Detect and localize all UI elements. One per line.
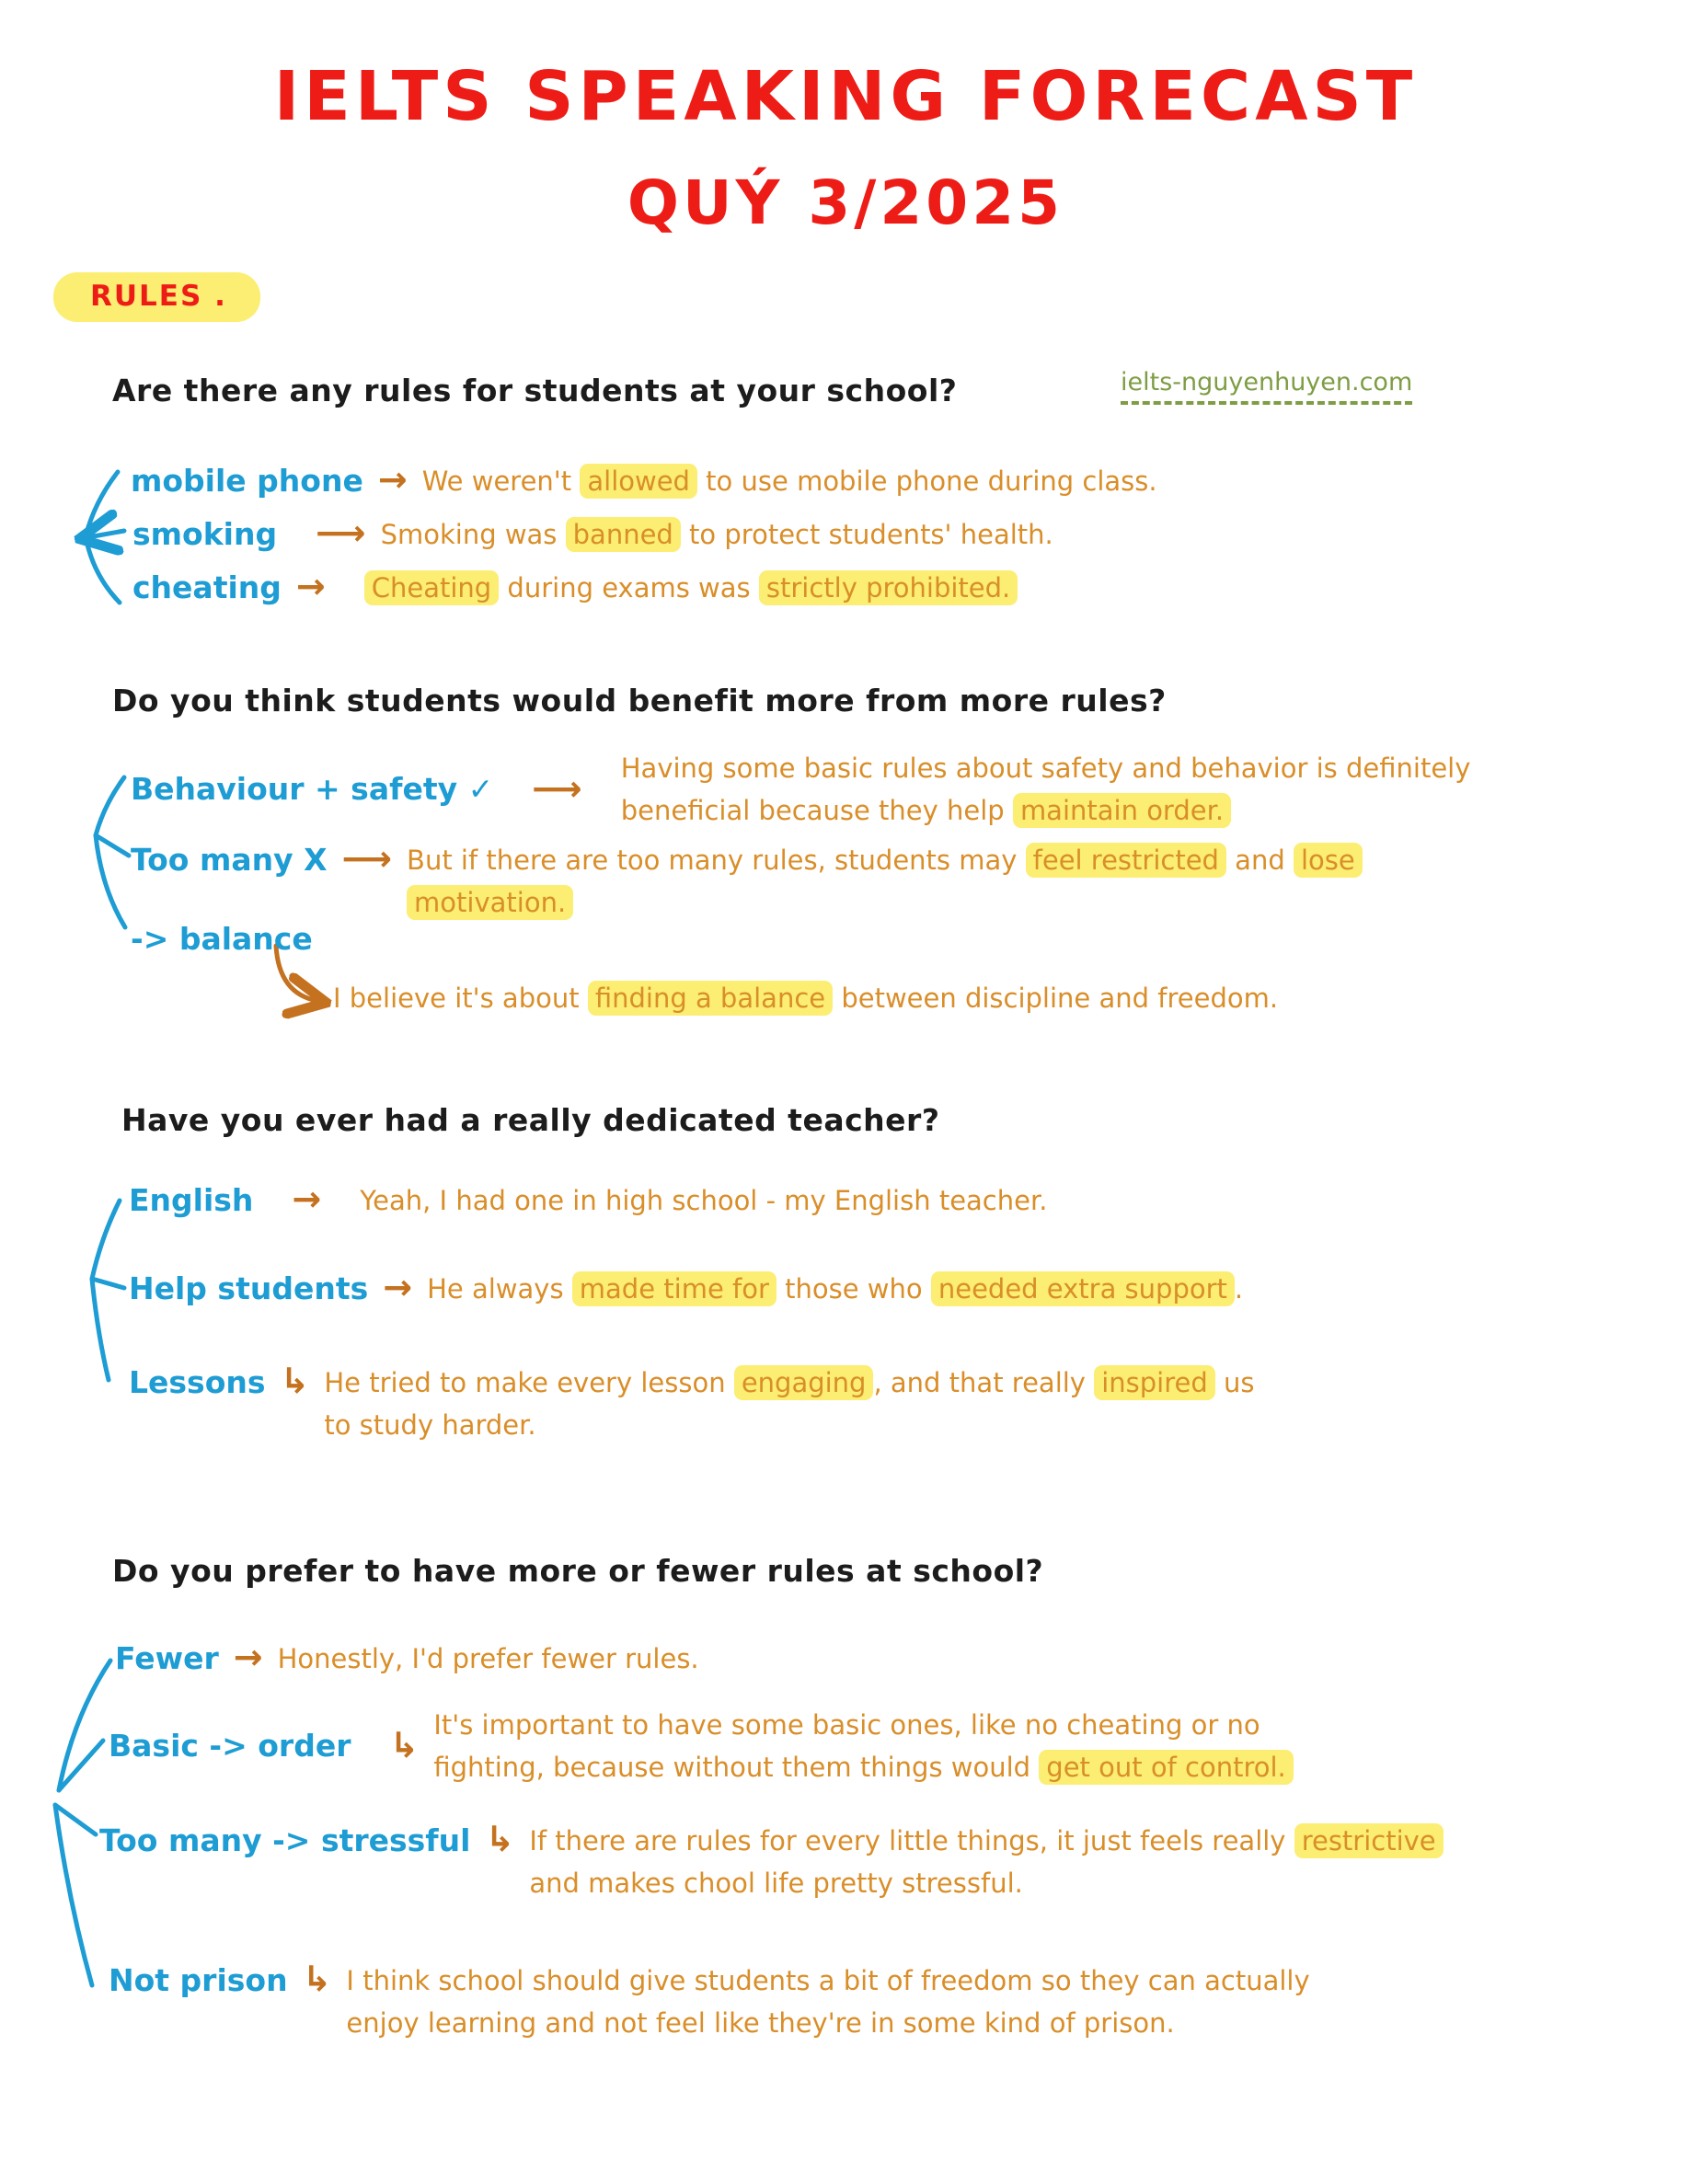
question-3: Have you ever had a really dedicated teacher?	[121, 1102, 940, 1138]
highlighted-phrase: restrictive	[1294, 1823, 1444, 1858]
answer-text	[529, 1820, 1443, 1904]
highlighted-phrase: lose	[1294, 843, 1363, 878]
answer-text	[324, 1362, 1254, 1446]
right-arrow-icon: →	[383, 1267, 413, 1307]
answer-segment: between discipline and freedom.	[833, 983, 1279, 1014]
branch-label: Too many X	[131, 842, 328, 878]
answer-segment: those who	[776, 1273, 931, 1305]
right-arrow-icon: →	[295, 566, 326, 606]
branch-label: English	[129, 1182, 254, 1218]
topic-label: RULES .	[53, 272, 260, 322]
answer-text	[407, 839, 1363, 924]
highlighted-phrase: maintain order.	[1013, 793, 1231, 828]
answer-text	[427, 1268, 1243, 1310]
answer-text	[333, 977, 1278, 1019]
answer-segment: We weren't	[421, 466, 581, 497]
branch-row	[129, 1268, 1243, 1310]
question-4: Do you prefer to have more or fewer rules at school?	[112, 1553, 1044, 1589]
branch-row	[129, 1179, 1047, 1222]
curve-down-arrow-icon: ↳	[389, 1725, 420, 1765]
long-right-arrow-icon: ⟶	[532, 768, 582, 809]
long-right-arrow-icon: ⟶	[316, 512, 366, 553]
branch-label: -> balance	[131, 921, 313, 957]
answer-segment: I think school should give students a bit of freedom so they can actually	[346, 1965, 1310, 1996]
branch-row	[333, 977, 1278, 1019]
question-2: Do you think students would benefit more from more rules?	[112, 683, 1167, 718]
branch-line	[96, 777, 124, 835]
branch-line	[92, 1279, 124, 1288]
branch-line	[86, 536, 120, 603]
highlighted-phrase: finding a balance	[588, 981, 833, 1016]
branch-label: Fewer	[115, 1640, 219, 1676]
branch-line	[59, 1741, 103, 1790]
right-arrow-icon: →	[377, 459, 408, 500]
branch-label: Not prison	[109, 1962, 288, 1998]
highlighted-phrase: banned	[566, 517, 681, 552]
answer-text	[621, 747, 1471, 832]
right-arrow-icon: →	[292, 1178, 322, 1219]
highlighted-phrase: engaging	[734, 1365, 874, 1400]
site-watermark: ielts-nguyenhuyen.com	[1121, 368, 1412, 405]
branch-row	[131, 460, 1157, 502]
highlighted-phrase: made time for	[572, 1271, 776, 1306]
branch-line	[55, 1805, 92, 1985]
branch-label: Too many -> stressful	[99, 1822, 471, 1858]
answer-segment: It's important to have some basic ones, like no cheating or no	[433, 1709, 1260, 1741]
answer-text	[278, 1638, 699, 1680]
branch-row	[131, 747, 1470, 832]
branch-row	[109, 1704, 1294, 1788]
branch-line	[92, 1201, 120, 1279]
branch-line	[92, 1279, 109, 1380]
answer-segment: I believe it's about	[333, 983, 588, 1014]
branch-label: smoking	[132, 516, 278, 552]
answer-text	[422, 460, 1157, 502]
highlighted-phrase: motivation.	[407, 885, 573, 920]
highlighted-phrase: allowed	[580, 464, 697, 499]
branch-label: mobile phone	[131, 463, 363, 499]
branch-line	[55, 1805, 96, 1834]
answer-segment: He tried to make every lesson	[324, 1367, 734, 1398]
highlighted-phrase: get out of control.	[1039, 1750, 1293, 1785]
question-1: Are there any rules for students at your school?	[112, 373, 958, 408]
answer-segment: fighting, because without them things would	[433, 1752, 1040, 1783]
answer-segment: If there are rules for every little things, it just feels really	[529, 1825, 1294, 1856]
answer-segment: us	[1214, 1367, 1255, 1398]
branch-row	[99, 1820, 1444, 1904]
answer-segment: .	[1234, 1273, 1244, 1305]
long-right-arrow-icon: ⟶	[341, 838, 393, 879]
highlighted-phrase: needed extra support	[931, 1271, 1235, 1306]
answer-segment: Honestly, I'd prefer fewer rules.	[277, 1643, 699, 1674]
answer-text	[346, 1960, 1309, 2044]
page-title: IELTS SPEAKING FORECAST	[273, 57, 1418, 136]
answer-segment: beneficial because they help	[620, 795, 1013, 826]
branch-label: Help students	[129, 1270, 369, 1306]
curve-down-arrow-icon: ↳	[280, 1361, 310, 1401]
answer-text	[364, 567, 1018, 609]
branch-row	[132, 567, 1018, 609]
branch-row	[131, 839, 1363, 924]
answer-segment: , and that really	[873, 1367, 1095, 1398]
branch-row	[109, 1960, 1310, 2044]
answer-segment: But if there are too many rules, students may	[407, 845, 1026, 876]
answer-segment: during exams was	[499, 572, 759, 603]
branch-label: Lessons	[129, 1364, 266, 1400]
branch-row	[129, 1362, 1254, 1446]
answer-segment: Yeah, I had one in high school - my English teacher.	[360, 1185, 1048, 1216]
branch-row	[132, 513, 1053, 556]
answer-segment: to study harder.	[324, 1409, 536, 1441]
branch-line	[96, 835, 129, 856]
answer-text	[433, 1704, 1293, 1788]
answer-segment: enjoy learning and not feel like they're in some kind of prison.	[346, 2007, 1175, 2039]
answer-segment: to protect students' health.	[680, 519, 1053, 550]
branch-row	[115, 1638, 699, 1680]
answer-segment: to use mobile phone during class.	[696, 466, 1157, 497]
highlighted-phrase: inspired	[1094, 1365, 1215, 1400]
answer-segment: He always	[427, 1273, 572, 1305]
highlighted-phrase: feel restricted	[1026, 843, 1226, 878]
branch-line	[86, 472, 118, 536]
answer-segment: Having some basic rules about safety and behavior is definitely	[620, 753, 1471, 784]
answer-text	[381, 513, 1053, 556]
right-arrow-icon: →	[233, 1637, 263, 1677]
answer-segment: and	[1225, 845, 1294, 876]
answer-segment: and makes chool life pretty stressful.	[529, 1868, 1023, 1899]
curve-down-arrow-icon: ↳	[485, 1819, 515, 1859]
branch-label: cheating	[132, 569, 282, 605]
branch-label: Basic -> order	[109, 1728, 351, 1764]
branch-line	[96, 835, 125, 927]
highlighted-phrase: strictly prohibited.	[759, 570, 1018, 605]
answer-segment: Smoking was	[380, 519, 566, 550]
curve-down-arrow-icon: ↳	[302, 1959, 332, 1999]
answer-text	[360, 1179, 1047, 1222]
branch-line	[59, 1661, 110, 1790]
branch-label: Behaviour + safety ✓	[131, 771, 494, 807]
branch-row	[131, 918, 313, 960]
highlighted-phrase: Cheating	[364, 570, 499, 605]
page-subtitle: QUÝ 3/2025	[627, 167, 1064, 238]
branch-line	[88, 531, 124, 537]
